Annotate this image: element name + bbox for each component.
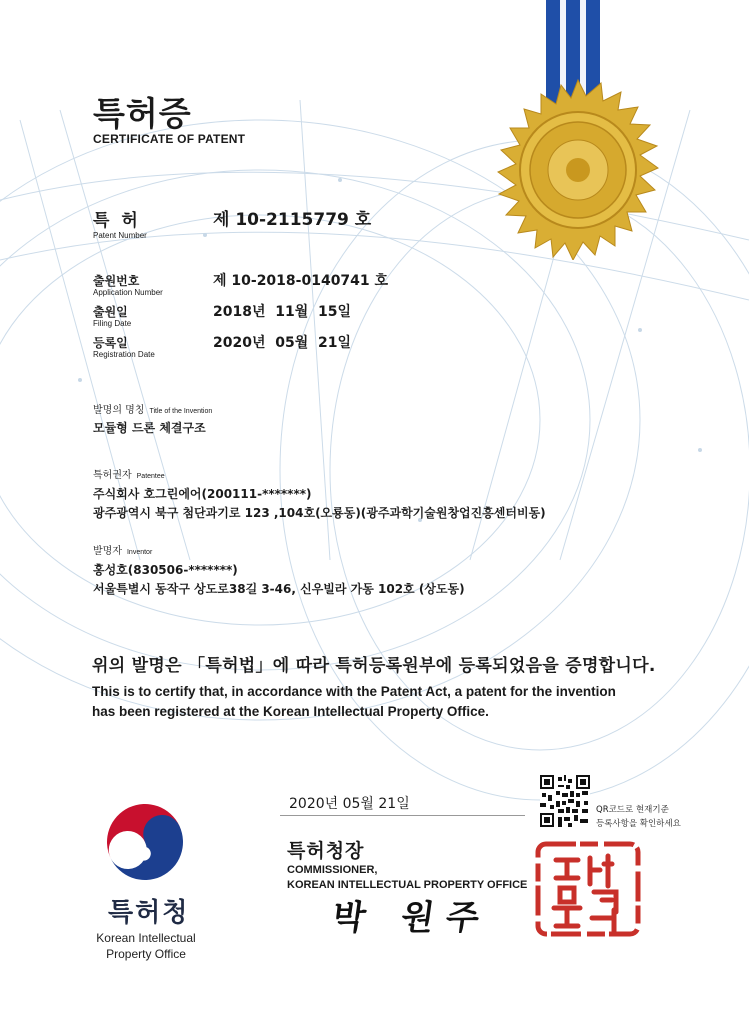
kipo-name-english-line1: Korean Intellectual [96, 931, 196, 945]
seal-starburst-icon [498, 80, 658, 260]
official-stamp-icon [534, 840, 644, 940]
qr-code-icon[interactable] [540, 775, 590, 827]
commissioner-title-english-line2: KOREAN INTELLECTUAL PROPERTY OFFICE [287, 879, 528, 891]
commissioner-title-korean: 특허청장 [287, 840, 365, 862]
qr-note-line1: QR코드로 현재기준 [596, 805, 669, 815]
commissioner-signature: 박 원주 [329, 898, 494, 938]
patentee-heading [93, 466, 165, 481]
gold-seal-with-ribbon [480, 0, 680, 260]
registration-date-label-en: Registration Date [93, 350, 155, 359]
filing-date-value: 2018년 11월 15일 [213, 304, 351, 320]
date-underline [280, 815, 525, 817]
inventor-name: 홍성호(830506-*******) [93, 563, 238, 577]
taegeuk-logo-icon [100, 797, 190, 887]
invention-title-label-en: Title of the Invention [149, 408, 213, 415]
declaration-korean: 위의 발명은 「특허법」에 따라 특허등록원부에 등록되었음을 증명합니다. [92, 656, 656, 676]
qr-note-line2: 등록사항을 확인하세요 [596, 819, 681, 829]
application-number-label: 출원번호 [93, 274, 140, 288]
patentee-label: 특허권자 [93, 470, 132, 481]
inventor-label: 발명자 [93, 546, 122, 557]
commissioner-title-english-line1: COMMISSIONER, [287, 864, 378, 876]
invention-title-label: 발명의 명칭 [93, 405, 145, 416]
application-number-label-en: Application Number [93, 288, 163, 297]
filing-date-label: 출원일 [93, 305, 128, 319]
declaration-english-line2: has been registered at the Korean Intellectual Property Office. [92, 704, 489, 719]
kipo-name-korean: 특허청 [108, 898, 190, 928]
inventor-heading [93, 542, 152, 557]
inventor-address: 서울특별시 동작구 상도로38길 3-46, 신우빌라 가동 102호 (상도동) [93, 582, 465, 596]
issue-date: 2020년 05월 21일 [289, 796, 410, 812]
registration-date-value: 2020년 05월 21일 [213, 335, 351, 351]
invention-title-value: 모듈형 드론 체결구조 [93, 421, 206, 435]
patentee-address: 광주광역시 북구 첨단과기로 123 ,104호(오룡동)(광주과학기술원창업진흥센터비동) [93, 506, 546, 520]
registration-date-label: 등록일 [93, 336, 128, 350]
patent-number-label: 특 허 [93, 211, 141, 231]
certificate-title-english: CERTIFICATE OF PATENT [93, 132, 246, 146]
filing-date-label-en: Filing Date [93, 319, 132, 328]
application-number-value: 제 10-2018-0140741 호 [213, 273, 389, 289]
declaration-english-line1: This is to certify that, in accordance with the Patent Act, a patent for the invention [92, 684, 616, 699]
invention-title-heading [93, 401, 212, 416]
certificate-title-korean: 특허증 [93, 94, 192, 133]
patentee-name: 주식회사 호그린에어(200111-*******) [93, 487, 312, 501]
inventor-label-en: Inventor [126, 549, 153, 556]
patent-number-value: 제 10-2115779 호 [213, 210, 372, 230]
patentee-label-en: Patentee [136, 473, 165, 480]
kipo-name-english-line2: Property Office [106, 947, 186, 961]
patent-number-label-en: Patent Number [93, 231, 147, 240]
